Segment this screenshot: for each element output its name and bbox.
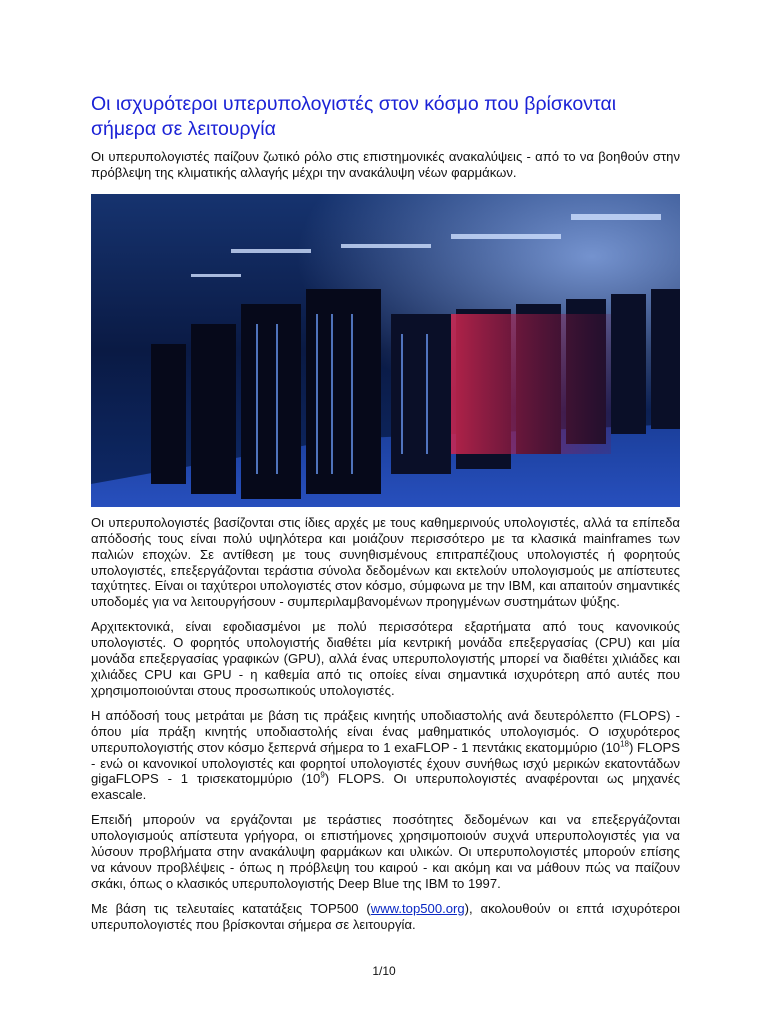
page-title: Οι ισχυρότεροι υπερυπολογιστές στον κόσμο που βρίσκονται σήμερα σε λειτουργία (91, 93, 617, 140)
document-page (91, 92, 680, 933)
exponent-9: 9 (320, 771, 325, 781)
paragraph-4: Επειδή μπορούν να εργάζονται με τεράστιες ποσότητες δεδομένων και να επεξεργάζονται υπολογισμούς απίστευτα γρήγορα, οι επιστήμονες χρησιμοποιούν συχνά υπερυπολογιστές για να λύσουν προβλήματα στην ανακάλυψη φαρμάκων και υλικών. Οι υπερυπολογιστές μπορούν επίσης να κάνουν προβλέψεις - όπως η πρόβλεψη του καιρού - και ακόμη και να μάθουν πώς να παίζουν σκάκι, όπως ο κλασικός υπερυπολογιστής Deep Blue της IBM το 1997. (91, 812, 680, 891)
paragraph-3: Η απόδοσή τους μετράται με βάση τις πράξεις κινητής υποδιαστολής ανά δευτερόλεπτο (FLOPS) - όπου μία πράξη κινητής υποδιαστολής είναι ένας μαθηματικός υπολογισμός. Ο ισχυρότερος υπερυπολογιστής στον κόσμο ξεπερνά σήμερα το 1 exaFLOP - 1 πεντάκις εκατομμύριο $(10^{18})$ FLOPS - ενώ οι κανονικοί υπολογιστές και φορητοί υπολογιστές έχουν συνήθως ισχύ μερικών εκατοντάδων gigaFLOPS - 1 τρισεκατομμύριο $(10^9)$ FLOPS. Οι υπερυπολογιστές αναφέρονται ως μηχανές exascale. (91, 707, 681, 803)
paragraph-1: Οι υπερυπολογιστές βασίζονται στις ίδιες αρχές με τους καθημερινούς υπολογιστές, αλλά τα επίπεδα απόδοσής τους είναι πολύ υψηλότερα και μοιάζουν περισσότερο με τα κλασικά mainframes των παλιών εποχών. Σε αντίθεση με τους συνηθισμένους επιτραπέζιους υπολογιστές ή φορητούς υπολογιστές, επεξεργάζονται τεράστια σύνολα δεδομένων και εκτελούν υπολογισμούς με απίστευτες ταχύτητες. Είναι οι ταχύτεροι υπολογιστές στον κόσμο, σύμφωνα με την IBM, και απαιτούν σημαντικές υποδομές για να λειτουργήσουν - συμπεριλαμβανομένων προηγμένων συστημάτων ψύξης. (91, 514, 680, 610)
supercomputer-image (91, 194, 680, 507)
intro-paragraph: Οι υπερυπολογιστές παίζουν ζωτικό ρόλο στις επιστημονικές ανακαλύψεις - από το να βοηθούν στην πρόβλεψη της κλιματικής αλλαγής μέχρι την ανακάλυψη νέων φαρμάκων. (91, 149, 680, 180)
paragraph-2: Αρχιτεκτονικά, είναι εφοδιασμένοι με πολύ περισσότερα εξαρτήματα από τους κανονικούς υπολογιστές. Ο φορητός υπολογιστής διαθέτει μία κεντρική μονάδα επεξεργασίας (CPU) και μία μονάδα επεξεργασίας γραφικών (GPU), αλλά ένας υπερυπολογιστής μπορεί να διαθέτει χιλιάδες και χιλιάδες CPU και GPU - η καθεμία από τις οποίες είναι σημαντικά ισχυρότερη από αυτές που χρησιμοποιούνται στους προσωπικούς υπολογιστές. (91, 619, 680, 698)
page-number: 1/10 (372, 964, 396, 978)
paragraph-5: Με βάση τις τελευταίες κατατάξεις TOP500 (www.top500.org), ακολουθούν οι επτά ισχυρότεροι υπερυπολογιστές που βρίσκονται σήμερα σε λειτουργία. (91, 900, 680, 932)
top500-link[interactable]: www.top500.org (370, 900, 465, 916)
exponent-18: 18 (620, 739, 629, 749)
